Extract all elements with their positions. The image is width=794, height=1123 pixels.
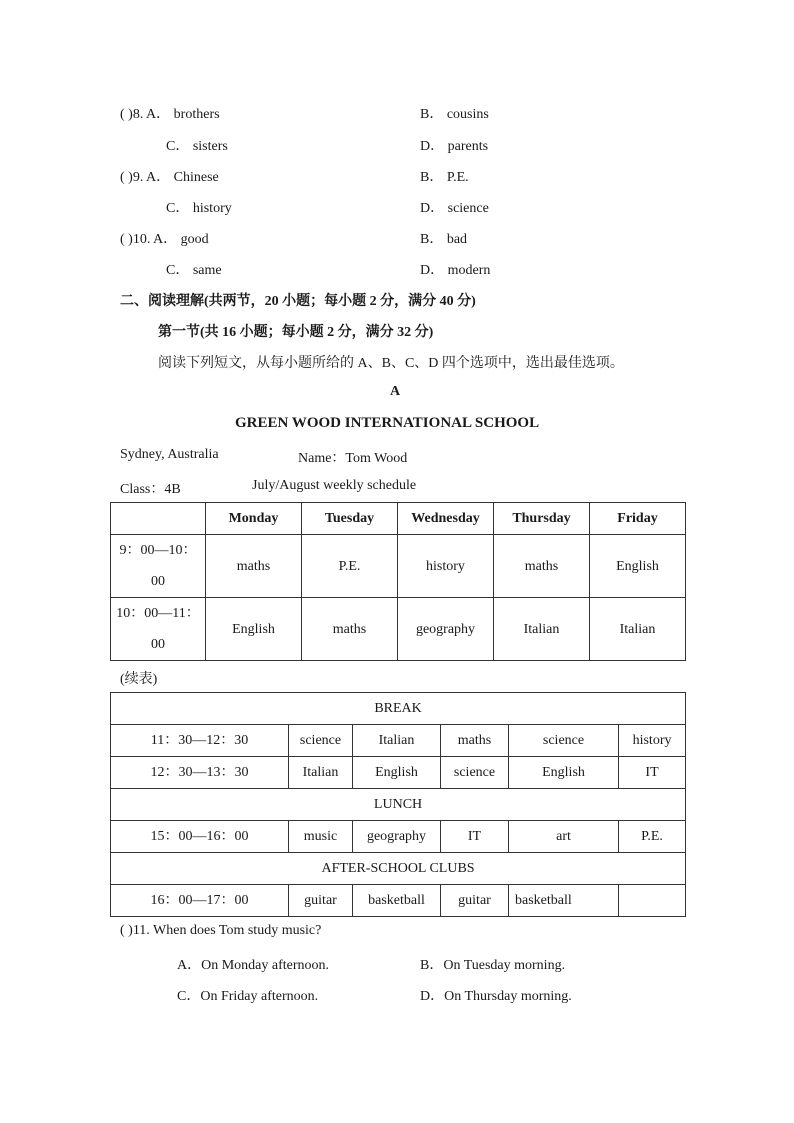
club-cell: guitar (289, 885, 353, 917)
time-cell: 11：30—12：30 (111, 725, 289, 757)
subject-cell: maths (206, 535, 302, 598)
subject-cell: English (590, 535, 686, 598)
student-name: Name：Tom Wood (298, 451, 408, 466)
subject-cell: history (619, 725, 686, 757)
subject-cell: science (509, 725, 619, 757)
q10-option-b: B． bad (420, 232, 468, 247)
schedule-table-2 (110, 692, 686, 917)
table-row (111, 885, 686, 917)
q11-option-c: C．On Friday afternoon. (177, 989, 319, 1004)
table-row (111, 757, 686, 789)
subject-cell: maths (441, 725, 509, 757)
q11-option-d: D．On Thursday morning. (420, 989, 572, 1004)
table-row (111, 725, 686, 757)
class-text: Class：4B (120, 482, 181, 497)
part-heading: 第一节(共 16 小题；每小题 2 分，满分 32 分) (158, 325, 434, 340)
header-cell: Wednesday (398, 503, 494, 535)
subject-cell: Italian (494, 598, 590, 661)
q8-option-c: C． sisters (166, 139, 228, 154)
time-cell: 9：00—10： 00 (111, 535, 206, 598)
subject-cell: IT (619, 757, 686, 789)
subject-cell: music (289, 821, 353, 853)
header-cell: Thursday (494, 503, 590, 535)
q9-option-c: C． history (166, 201, 232, 216)
clubs-row (111, 853, 686, 885)
header-cell: Friday (590, 503, 686, 535)
subject-cell: English (509, 757, 619, 789)
subject-cell: English (353, 757, 441, 789)
subject-cell: Italian (590, 598, 686, 661)
header-cell: Monday (206, 503, 302, 535)
subject-cell: IT (441, 821, 509, 853)
break-cell: BREAK (111, 693, 686, 725)
subject-cell: art (509, 821, 619, 853)
subject-cell: P.E. (302, 535, 398, 598)
subject-cell: science (289, 725, 353, 757)
time-cell: 10：00—11： 00 (111, 598, 206, 661)
q8-option-d: D． parents (420, 139, 489, 154)
q10-option-c: C． same (166, 263, 222, 278)
subject-cell: Italian (353, 725, 441, 757)
q8-label: ( )8. A． brothers (120, 107, 220, 122)
header-cell (111, 503, 206, 535)
time-cell: 16：00—17：00 (111, 885, 289, 917)
club-cell (619, 885, 686, 917)
lunch-cell: LUNCH (111, 789, 686, 821)
subject-cell: P.E. (619, 821, 686, 853)
passage-letter: A (390, 384, 401, 399)
schedule-title: July/August weekly schedule (252, 478, 417, 493)
section-heading: 二、阅读理解(共两节，20 小题；每小题 2 分，满分 40 分) (120, 294, 476, 309)
subject-cell: geography (398, 598, 494, 661)
table-row (111, 535, 686, 598)
q8-option-b: B． cousins (420, 107, 489, 122)
header-cell: Tuesday (302, 503, 398, 535)
subject-cell: science (441, 757, 509, 789)
q9-option-d: D． science (420, 201, 489, 216)
time-cell: 15：00—16：00 (111, 821, 289, 853)
subject-cell: geography (353, 821, 441, 853)
subject-cell: English (206, 598, 302, 661)
table-row (111, 598, 686, 661)
club-cell: basketball (509, 885, 619, 917)
continued-label: (续表) (120, 672, 158, 687)
subject-cell: maths (494, 535, 590, 598)
table-row (111, 821, 686, 853)
q9-option-b: B． P.E. (420, 170, 469, 185)
schedule-table-1 (110, 502, 686, 661)
location-text: Sydney, Australia (120, 447, 219, 462)
clubs-cell: AFTER-SCHOOL CLUBS (111, 853, 686, 885)
q11-option-b: B．On Tuesday morning. (420, 958, 566, 973)
q9-label: ( )9. A． Chinese (120, 170, 219, 185)
break-row (111, 693, 686, 725)
q11-stem: ( )11. When does Tom study music? (120, 923, 322, 938)
subject-cell: Italian (289, 757, 353, 789)
subject-cell: history (398, 535, 494, 598)
school-title: GREEN WOOD INTERNATIONAL SCHOOL (235, 415, 540, 431)
table-header-row (111, 503, 686, 535)
q11-option-a: A．On Monday afternoon. (177, 958, 330, 973)
lunch-row (111, 789, 686, 821)
club-cell: guitar (441, 885, 509, 917)
time-cell: 12：30—13：30 (111, 757, 289, 789)
club-cell: basketball (353, 885, 441, 917)
q10-label: ( )10. A． good (120, 232, 209, 247)
instruction-text: 阅读下列短文，从每小题所给的 A、B、C、D 四个选项中，选出最佳选项。 (158, 356, 624, 371)
subject-cell: maths (302, 598, 398, 661)
q10-option-d: D． modern (420, 263, 491, 278)
